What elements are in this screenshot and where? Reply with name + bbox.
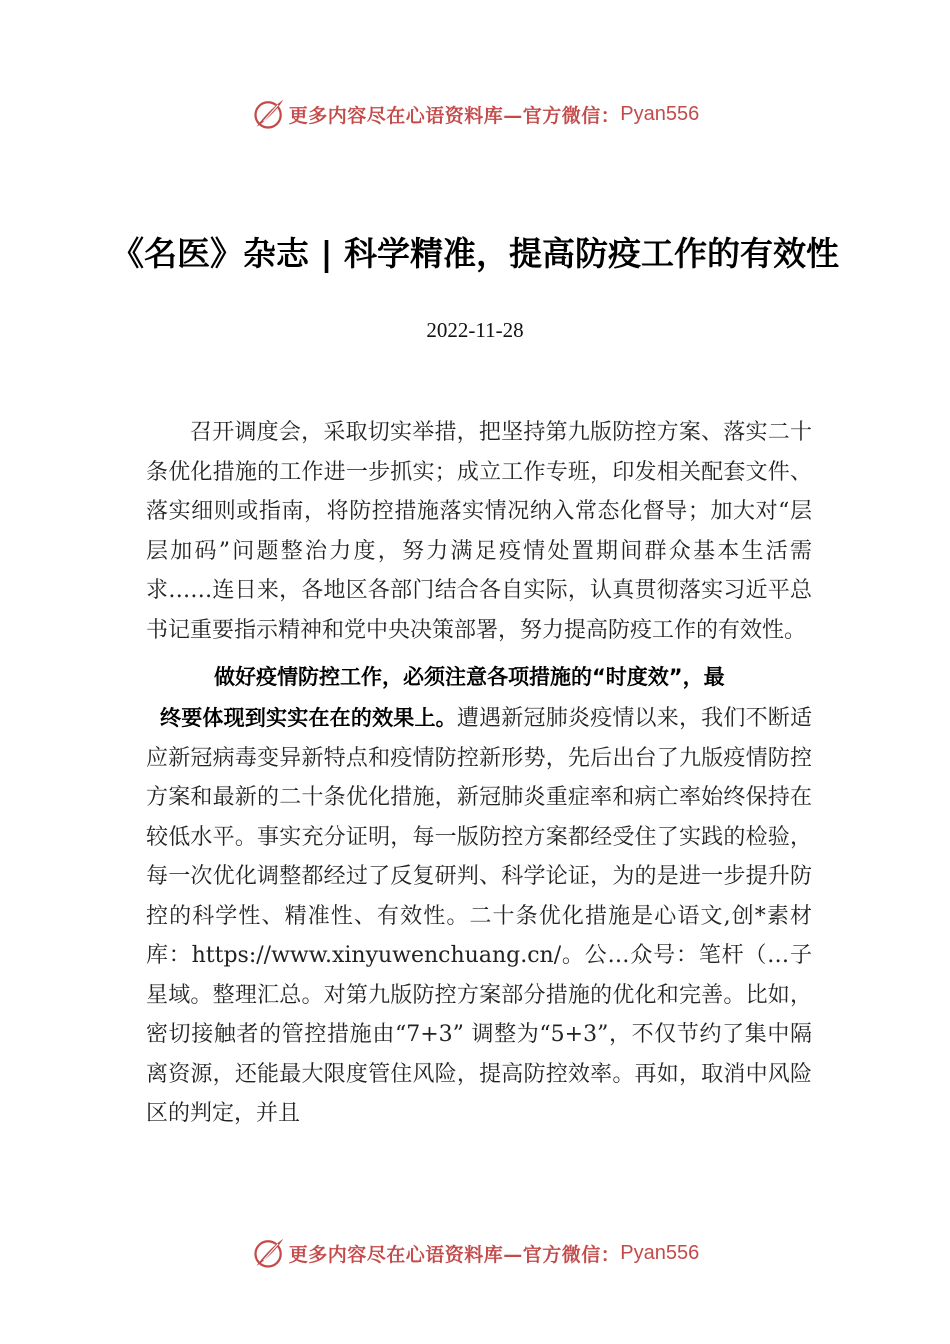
paragraph-2-body: 遭遇新冠肺炎疫情以来，我们不断适应新冠病毒变异新特点和疫情防控新形势，先后出台了九版疫情防控方案和最新的二十条优化措施，新冠肺炎重症率和病亡率始终保持在较低水平。事实充分证明，每一版防控方案都经受住了实践的检验，每一次优化调整都经过了反复研判、科学论证，为的是进一步提升防控的科学性、精准性、有效性。二十条优化措施是心语文,创*素材库：https://www.xinyuwenchuang.cn/。公…众号：笔杆（…子星域。整理汇总。对第九版防控方案部分措施的优化和完善。比如，密切接触者的管控措施由“7+3” 调整为“5+3”，不仅节约了集中隔离资源，还能最大限度管住风险，提高防控效率。再如，取消中风险区的判定，并且: [146, 706, 812, 1126]
article-title: 《名医》杂志 | 科学精准，提高防疫工作的有效性: [110, 234, 840, 273]
watermark-banner-top: [0, 94, 950, 134]
watermark-banner-bottom: [0, 1233, 950, 1273]
paragraph-2-lead-line-2: 终要体现到实实在在的效果上。: [160, 706, 457, 730]
paragraph-1: 召开调度会，采取切实举措，把坚持第九版防控方案、落实二十条优化措施的工作进一步抓实；成立工作专班，印发相关配套文件、落实细则或指南，将防控措施落实情况纳入常态化督导；加大对“层层加码”问题整治力度，努力满足疫情处置期间群众基本生活需求……连日来，各地区各部门结合各自实际，认真贯彻落实习近平总书记重要指示精神和党中央决策部署，努力提高防疫工作的有效性。: [146, 420, 812, 643]
article-date: 2022-11-28: [426, 318, 524, 342]
paragraph-2-lead-line-1: 做好疫情防控工作，必须注意各项措施的“时度效”，最: [214, 665, 725, 689]
watermark-handle: Pyan556: [620, 1241, 700, 1264]
watermark-handle: Pyan556: [620, 102, 700, 125]
watermark-text: 更多内容尽在心语资料库—官方微信：: [288, 1243, 621, 1266]
watermark-text: 更多内容尽在心语资料库—官方微信：: [288, 104, 621, 127]
quill-logo-icon: [251, 1235, 287, 1271]
article-body: [146, 413, 812, 1134]
quill-logo-icon: [251, 96, 287, 132]
paragraph-2: [146, 655, 812, 1134]
